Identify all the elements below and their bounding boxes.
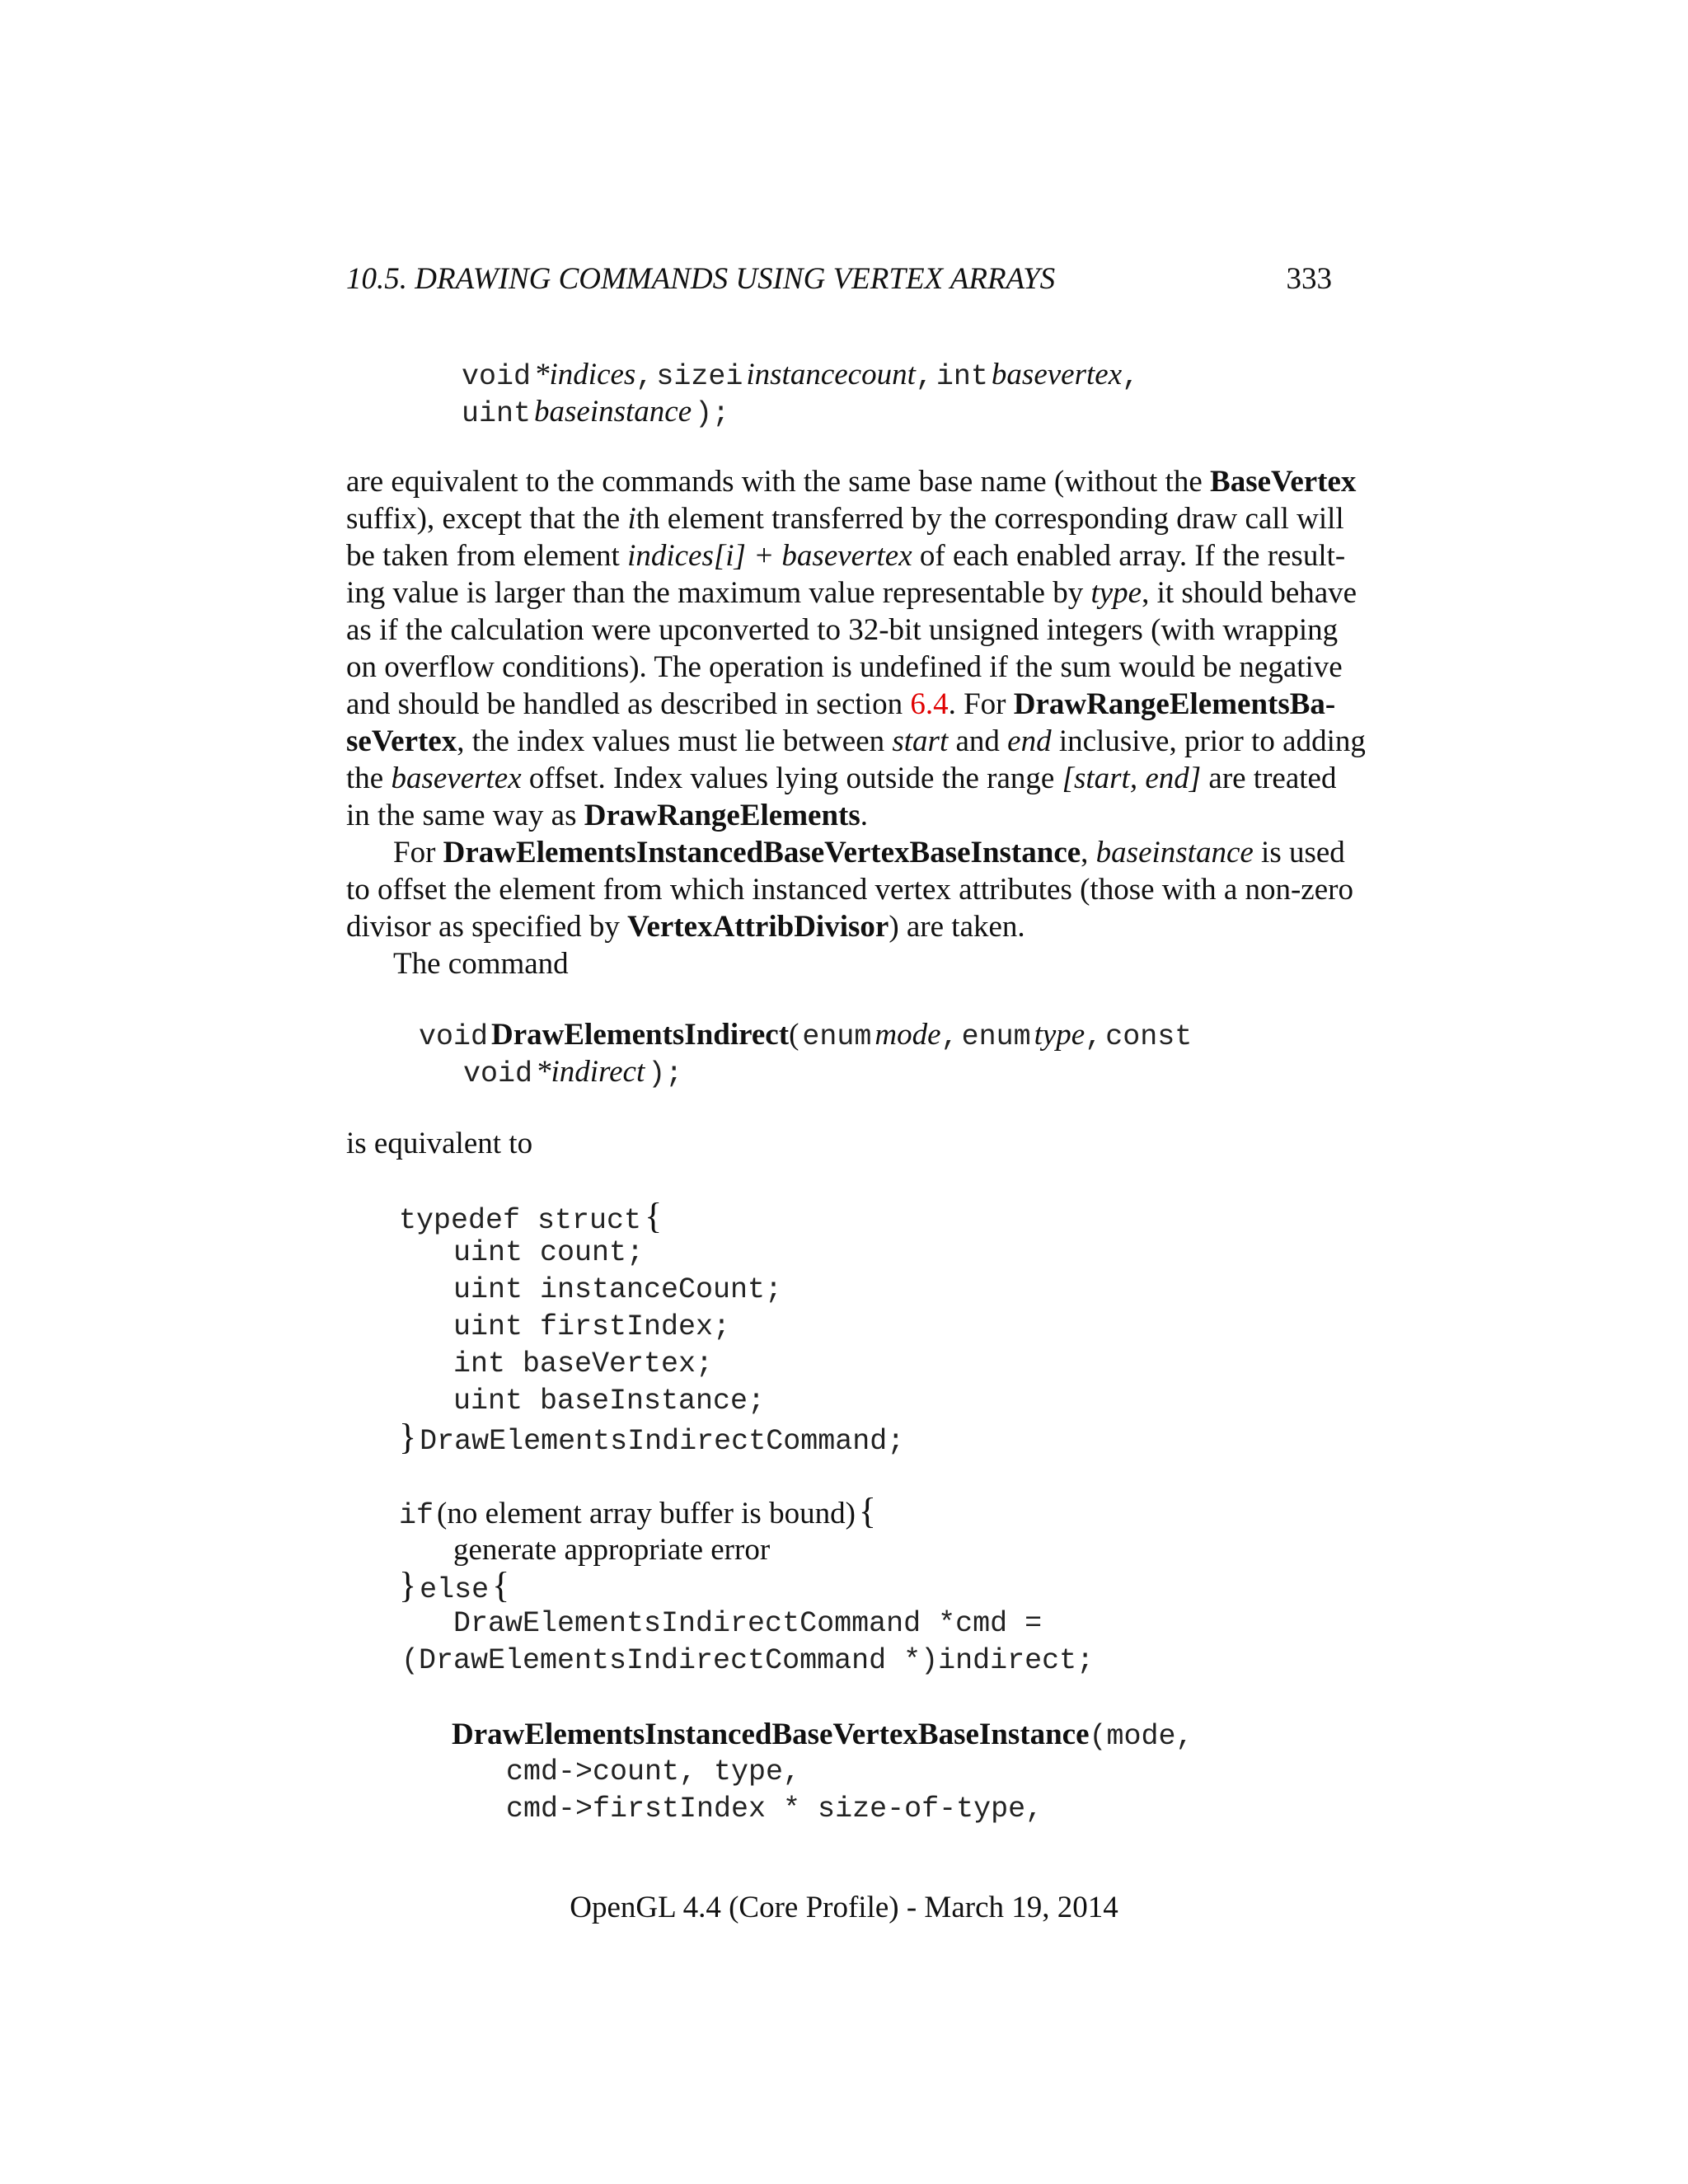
prototype-1-line-2: [462, 393, 729, 430]
paragraph-the-command: The command: [393, 947, 569, 981]
code-field: uint firstIndex;: [453, 1310, 731, 1343]
code-field: uint count;: [453, 1236, 645, 1269]
command-name: DrawRangeElementsBa-: [1013, 687, 1336, 721]
punct: ,: [1122, 360, 1140, 393]
code-decl-line-1: DrawElementsIndirectCommand *cmd =: [453, 1607, 1043, 1640]
prototype-2-line-1: void DrawElementsIndirect( enum mode, enum type, const: [419, 1018, 1193, 1053]
code-typedef-line: typedef struct {: [399, 1196, 663, 1237]
code-generate-error: generate appropriate error: [453, 1533, 771, 1567]
running-header-title: 10.5. DRAWING COMMANDS USING VERTEX ARRAYS: [346, 262, 1056, 296]
code-if-line: if (no element array buffer is bound) {: [399, 1491, 877, 1532]
math-range: [start, end]: [1062, 762, 1202, 795]
type-keyword: uint: [462, 397, 532, 430]
code-struct-close: } DrawElementsIndirectCommand;: [399, 1417, 905, 1458]
type-keyword: sizei: [656, 360, 743, 393]
code-decl-line-2: (DrawElementsIndirectCommand *)indirect;: [401, 1644, 1095, 1677]
code-field: int baseVertex;: [453, 1347, 714, 1380]
command-name: DrawElementsInstancedBaseVertexBaseInstance: [443, 836, 1081, 869]
code-call-line-2: cmd->count, type,: [506, 1755, 801, 1788]
param-name: basevertex: [991, 358, 1123, 391]
param-name: baseinstance: [534, 395, 692, 429]
param-name: *indices: [534, 358, 636, 391]
code-call-line-1: DrawElementsInstancedBaseVertexBaseInstance(mode,: [452, 1718, 1193, 1753]
section-reference-link[interactable]: 6.4: [910, 687, 949, 721]
command-name: VertexAttribDivisor: [627, 910, 889, 944]
punct: ,: [635, 360, 654, 393]
code-field: uint instanceCount;: [453, 1273, 783, 1306]
function-name: DrawElementsIndirect: [491, 1018, 790, 1052]
param-name: *indirect: [536, 1055, 645, 1089]
command-name: BaseVertex: [1210, 465, 1357, 499]
code-call-line-3: cmd->firstIndex * size-of-type,: [506, 1793, 1043, 1825]
param-name: instancecount: [746, 358, 916, 391]
type-keyword: int: [935, 360, 988, 393]
code-else-line: } else {: [399, 1565, 510, 1606]
page-footer: OpenGL 4.4 (Core Profile) - March 19, 2014: [570, 1891, 1118, 1924]
function-name: DrawElementsInstancedBaseVertexBaseInstance: [452, 1718, 1090, 1751]
prototype-2-line-2: void *indirect );: [463, 1055, 683, 1090]
punct: ,: [915, 360, 933, 393]
prototype-1-line-1: [462, 356, 1139, 393]
page-number: 333: [1286, 262, 1332, 296]
code-field: uint baseInstance;: [453, 1385, 766, 1418]
paragraph-is-equivalent: is equivalent to: [346, 1127, 533, 1160]
paragraph-basevertex: are equivalent to the commands with the same base name (without the BaseVertex suffix), except that the ith element transferred by the corresponding draw call will be taken from element indices[i] + basevertex of each enabled array. If the result- ing value is larger than the maximum value representable by type, it should behave as if the calculation were upconverted to 32-bit unsigned integers (with wrapping on overflow conditions). The operation is undefined if the sum would be negative and should be handled as described in section 6.4. For DrawRangeElementsBa- seVertex, the index values must lie between start and end inclusive, prior to adding the basevertex offset. Index values lying outside the range [start, end] are treated in the same way as DrawRangeElements.: [346, 465, 1366, 832]
punct: );: [695, 397, 730, 430]
command-name: DrawRangeElements: [584, 799, 860, 832]
paragraph-baseinstance: For DrawElementsInstancedBaseVertexBaseInstance, baseinstance is used to offset the element from which instanced vertex attributes (those with a non-zero divisor as specified by VertexAttribDivisor) are taken.: [346, 836, 1353, 944]
math-expression: indices[i] + basevertex: [627, 539, 912, 573]
type-keyword: void: [462, 360, 532, 393]
